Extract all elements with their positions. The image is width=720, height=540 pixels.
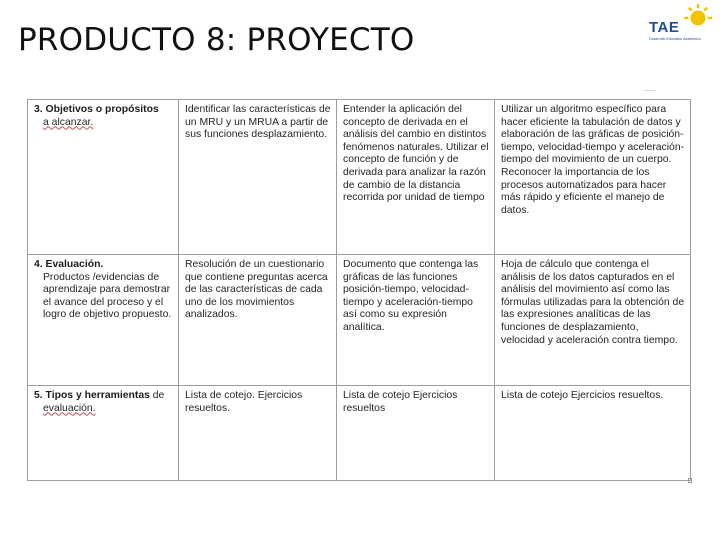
table-row [28, 255, 691, 386]
table-cell: Resolución de un cuestionario que contiene preguntas acerca de las características de cada uno de los movimientos analizados. [179, 255, 337, 386]
logo-tagline: Desarrollo Educativo Académico [649, 37, 701, 41]
row-heading-cell [28, 386, 179, 481]
table-cell: Hoja de cálculo que contenga el análisis de los datos capturados en el análisis del movimiento así como las fórmulas utilizadas para la obtención de las expresiones analíticas de las funciones de desplazamiento, velocidad y aceleración contra tiempo. [495, 255, 691, 386]
table-row [28, 386, 691, 481]
corner-note: ____ [644, 86, 656, 92]
table-end-marker [688, 478, 692, 483]
row-heading-cell [28, 100, 179, 255]
row-heading: 5. Tipos y herramientas de [34, 390, 165, 401]
project-table [27, 99, 691, 481]
row-heading: 4. Evaluación. [34, 259, 104, 270]
row-subheading: a alcanzar. [43, 116, 94, 128]
tae-logo [646, 4, 716, 48]
table-cell: Entender la aplicación del concepto de derivada en el análisis del cambio en distintos fenómenos naturales. Utilizar el concepto de función y de derivada para analizar la razón de cambio de la distancia recorrida por unidad de tiempo [337, 100, 495, 255]
row-subheading: Productos /evidencias de aprendizaje para demostrar el avance del proceso y el logro de objetivo propuesto. [43, 271, 172, 321]
table-cell: Utilizar un algoritmo específico para hacer eficiente la tabulación de datos y elaboración de las gráficas de posición-tiempo, velocidad-tiempo y aceleración-tiempo del movimiento de un cuerpo. Reconocer la importancia de los procesos automatizados para hacer más rápido y eficiente el manejo de datos. [495, 100, 691, 255]
table-cell: Identificar las características de un MRU y un MRUA a partir de sus funciones desplazamiento. [179, 100, 337, 255]
row-heading-cell [28, 255, 179, 386]
slide-title: PRODUCTO 8: PROYECTO [18, 22, 415, 58]
row-heading: 3. Objetivos o propósitos [34, 104, 159, 115]
logo-wordmark: TAE [649, 19, 680, 36]
row-subheading: evaluación. [43, 402, 96, 414]
table-cell: Lista de cotejo. Ejercicios resueltos. [179, 386, 337, 481]
table-cell: Lista de cotejo Ejercicios resueltos. [495, 386, 691, 481]
table-cell: Documento que contenga las gráficas de las funciones posición-tiempo, velocidad-tiempo y aceleración-tiempo así como su expresión analítica. [337, 255, 495, 386]
table-row [28, 100, 691, 255]
table-cell: Lista de cotejo Ejercicios resueltos [337, 386, 495, 481]
